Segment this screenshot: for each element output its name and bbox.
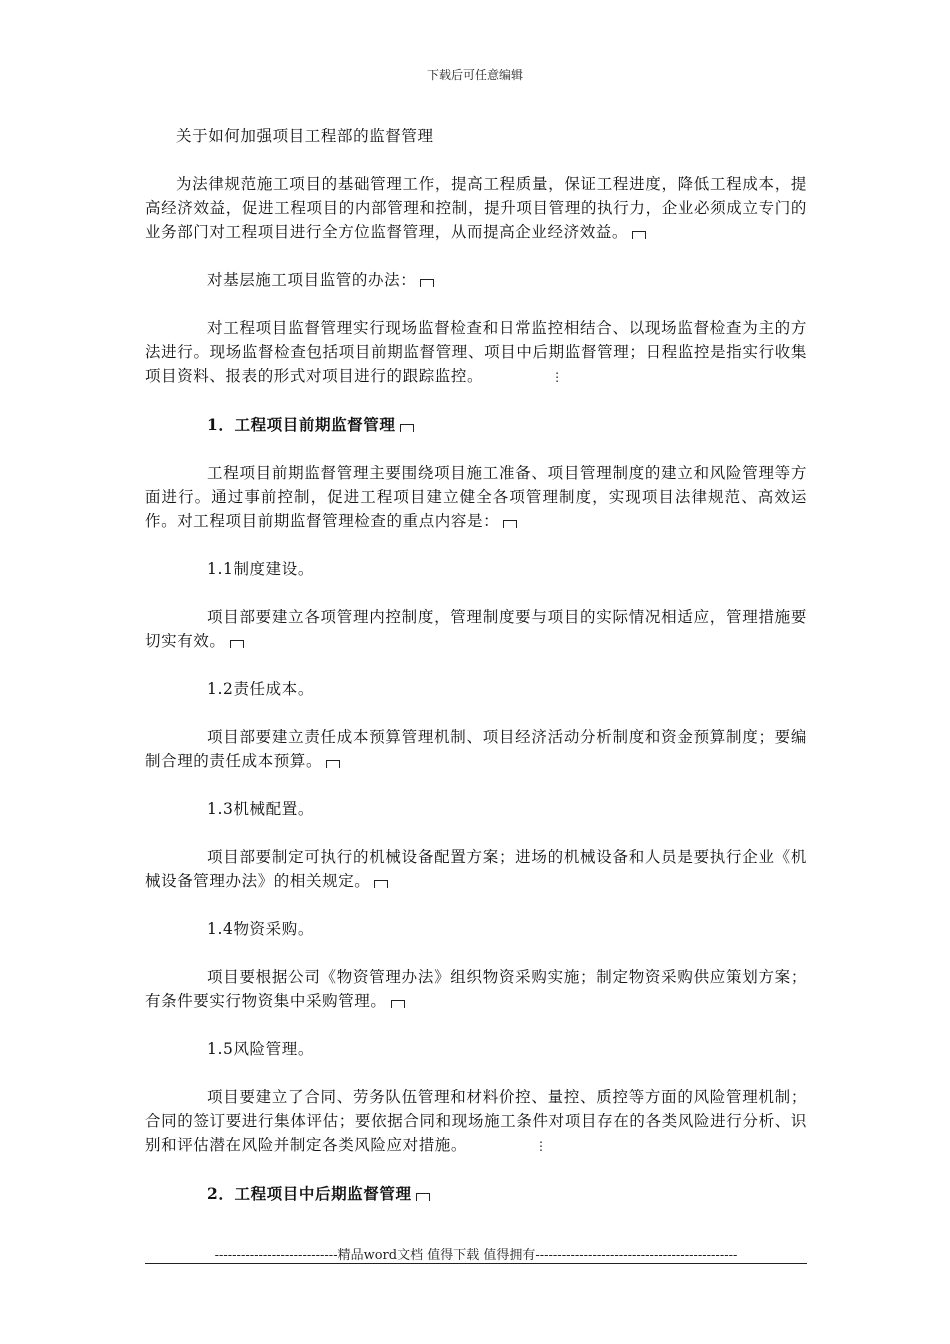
paragraph-mark-icon xyxy=(420,279,434,287)
section-1-1-heading: 1.1制度建设。 xyxy=(207,560,314,578)
section-1-4-heading: 1.4物资采购。 xyxy=(207,920,314,938)
paragraph-mark-icon xyxy=(503,520,517,528)
paragraph-mark-icon xyxy=(391,1000,405,1008)
paragraph-mark-icon xyxy=(374,880,388,888)
page-footer: ----------------------------精品word文档 值得下载 值得拥有---------------------------------------------- xyxy=(214,1248,738,1263)
vertical-ellipsis-icon: ⋮ xyxy=(551,370,564,384)
paragraph-mark-icon xyxy=(230,640,244,648)
section-2-heading: 2．工程项目中后期监督管理 xyxy=(145,1182,807,1206)
section-1-5-heading: 1.5风险管理。 xyxy=(207,1040,314,1058)
footer-divider xyxy=(145,1263,807,1264)
paragraph-mark-icon xyxy=(416,1193,430,1201)
section-1-3-body: 项目部要制定可执行的机械设备配置方案；进场的机械设备和人员是要执行企业《机械设备管理办法》的相关规定。 xyxy=(145,848,807,890)
section-1-body: 工程项目前期监督管理主要围绕项目施工准备、项目管理制度的建立和风险管理等方面进行。通过事前控制，促进工程项目建立健全各项管理制度，实现项目法律规范、高效运作。对工程项目前期监督管理检查的重点内容是： xyxy=(145,464,807,530)
section-1-3-heading: 1.3机械配置。 xyxy=(207,800,314,818)
section-1-1-body: 项目部要建立各项管理内控制度，管理制度要与项目的实际情况相适应，管理措施要切实有效。 xyxy=(145,608,807,650)
section-1-4-body: 项目要根据公司《物资管理办法》组织物资采购实施；制定物资采购供应策划方案；有条件要实行物资集中采购管理。 xyxy=(145,968,807,1010)
document-title: 关于如何加强项目工程部的监督管理 xyxy=(176,127,434,145)
vertical-ellipsis-icon: ⋮ xyxy=(535,1139,548,1153)
document-body xyxy=(145,124,807,1230)
methods-heading: 对基层施工项目监管的办法： xyxy=(145,268,807,292)
section-1-5-body: 项目要建立了合同、劳务队伍管理和材料价控、量控、质控等方面的风险管理机制；合同的签订要进行集体评估；要依据合同和现场施工条件对项目存在的各类风险进行分析、识别和评估潜在风险并制定各类风险应对措施。 ⋮ xyxy=(145,1085,807,1158)
section-1-heading: 1．工程项目前期监督管理 xyxy=(145,413,807,437)
intro-paragraph: 为法律规范施工项目的基础管理工作，提高工程质量，保证工程进度，降低工程成本，提高经济效益，促进工程项目的内部管理和控制，提升项目管理的执行力，企业必须成立专门的业务部门对工程项目进行全方位监督管理，从而提高企业经济效益。 xyxy=(145,175,807,241)
section-1-2-body: 项目部要建立责任成本预算管理机制、项目经济活动分析制度和资金预算制度；要编制合理的责任成本预算。 xyxy=(145,728,807,770)
paragraph-mark-icon xyxy=(400,424,414,432)
paragraph-mark-icon xyxy=(632,231,646,239)
section-1-2-heading: 1.2责任成本。 xyxy=(207,680,314,698)
methods-paragraph: 对工程项目监督管理实行现场监督检查和日常监控相结合、以现场监督检查为主的方法进行。现场监督检查包括项目前期监督管理、项目中后期监督管理；日程监控是指实行收集项目资料、报表的形式对项目进行的跟踪监控。 ⋮ xyxy=(145,316,807,389)
paragraph-mark-icon xyxy=(326,760,340,768)
page-header: 下载后可任意编辑 xyxy=(426,68,523,82)
